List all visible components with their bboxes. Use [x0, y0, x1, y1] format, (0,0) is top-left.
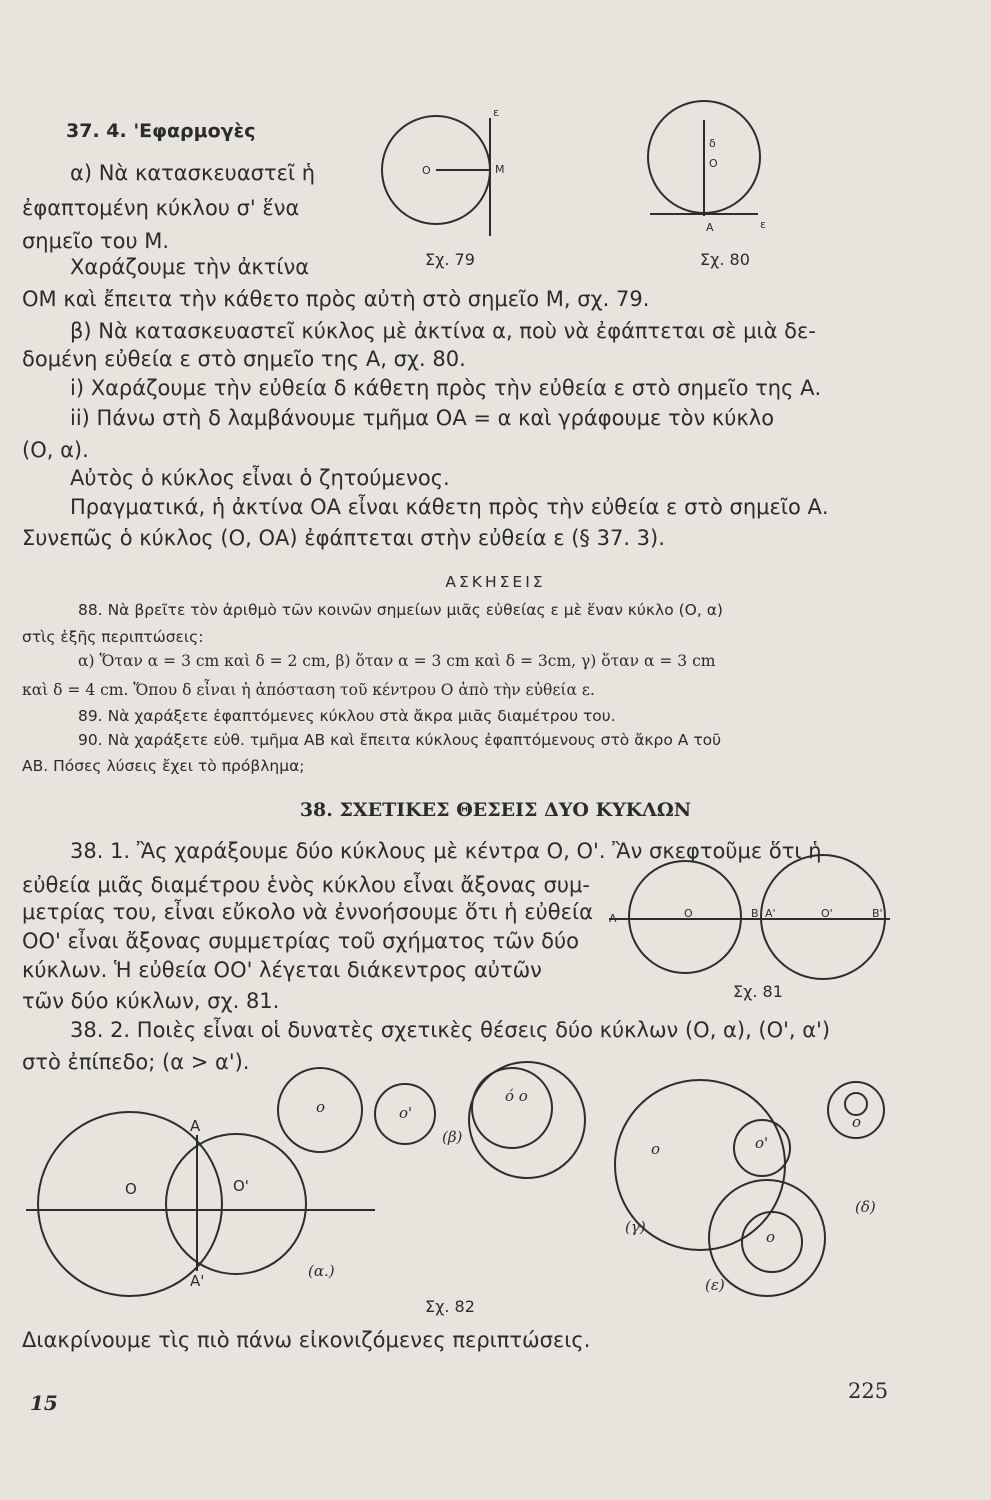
- fig81-label-o: Ο: [684, 907, 693, 920]
- fig80-label-o: Ο: [709, 157, 718, 170]
- signature-mark: 15: [30, 1391, 58, 1415]
- exercise-line: 89. Νὰ χαράξετε ἐφαπτόμενες κύκλου στὰ ἄκρα μιᾶς διαμέτρου του.: [78, 707, 616, 725]
- fig82-g-label-o: ο: [651, 1140, 661, 1158]
- fig79-label-m: Μ: [495, 163, 505, 176]
- fig80-caption: Σχ. 80: [700, 250, 750, 269]
- text-line: ΟΟ' εἶναι ἄξονας συμμετρίας τοῦ σχήματος τῶν δύο: [22, 929, 579, 953]
- exercise-line: καὶ δ = 4 cm. Ὅπου δ εἶναι ἡ ἀπόσταση τοῦ κέντρου Ο ἀπὸ τὴν εὐθεία ε.: [22, 681, 595, 699]
- fig81-label-b: Β: [751, 907, 759, 920]
- text-line: μετρίας του, εἶναι εὔκολο νὰ ἐννοήσουμε ὅτι ἡ εὐθεία: [22, 900, 593, 924]
- fig82-d-label-o: ο: [852, 1113, 862, 1131]
- fig81-label-b2: Β': [872, 907, 883, 920]
- fig82-label-o: Ο: [125, 1180, 137, 1198]
- fig82-tag-gamma: (γ): [625, 1218, 646, 1236]
- fig79-label-o: Ο: [422, 164, 431, 177]
- fig82-tag-eps: (ε): [705, 1276, 725, 1294]
- fig82-b-circle-large: [469, 1062, 585, 1178]
- text-line: β) Νὰ κατασκευαστεῖ κύκλος μὲ ἀκτίνα α, ποὺ νὰ ἐφάπτεται σὲ μιὰ δε-: [70, 319, 816, 343]
- text-line: ΟΜ καὶ ἔπειτα τὴν κάθετο πρὸς αὐτὴ στὸ σημεῖο Μ, σχ. 79.: [22, 287, 650, 311]
- fig79-caption: Σχ. 79: [425, 250, 475, 269]
- fig80-label-a: Α: [706, 221, 714, 234]
- fig82-caption: Σχ. 82: [425, 1297, 475, 1316]
- text-line: σημεῖο του Μ.: [22, 229, 170, 253]
- text-line: κύκλων. Ἡ εὐθεία ΟΟ' λέγεται διάκεντρος αὐτῶν: [22, 958, 542, 982]
- text-line: (Ο, α).: [22, 438, 89, 462]
- fig81-label-o2: Ο': [821, 907, 833, 920]
- exercises-title: ΑΣΚΗΣΕΙΣ: [445, 573, 546, 591]
- exercise-line: ΑΒ. Πόσες λύσεις ἔχει τὸ πρόβλημα;: [22, 757, 305, 775]
- fig82-label-o2: Ο': [233, 1177, 249, 1195]
- fig82-b-label-c: ό ο: [505, 1087, 528, 1105]
- fig82-a-circle-o: [38, 1112, 222, 1296]
- exercise-line: στὶς ἑξῆς περιπτώσεις:: [22, 628, 204, 646]
- section-heading-38: 38. ΣΧΕΤΙΚΕΣ ΘΕΣΕΙΣ ΔΥΟ ΚΥΚΛΩΝ: [299, 799, 692, 821]
- fig79-label-e: ε: [493, 106, 499, 119]
- section-heading-37-4: 37. 4. 'Εφαρμογὲς: [66, 120, 256, 142]
- figure-80: [640, 100, 760, 240]
- closing-line: Διακρίνουμε τὶς πιὸ πάνω εἰκονιζόμενες περιπτώσεις.: [22, 1328, 591, 1352]
- fig82-e-label-o: ο: [766, 1228, 776, 1246]
- text-line: Χαράζουμε τὴν ἀκτίνα: [70, 255, 310, 279]
- exercise-line: 90. Νὰ χαράξετε εὐθ. τμῆμα ΑΒ καὶ ἔπειτα κύκλους ἐφαπτόμενους στὸ ἄκρο Α τοῦ: [78, 731, 722, 749]
- figure-82: [0, 1060, 991, 1300]
- fig82-g-label-o2: ο': [755, 1134, 769, 1152]
- page-number: 225: [848, 1379, 889, 1403]
- text-line: Πραγματικά, ἡ ἀκτίνα ΟΑ εἶναι κάθετη πρὸς τὴν εὐθεία ε στὸ σημεῖο Α.: [70, 495, 829, 519]
- fig82-tag-delta: (δ): [855, 1198, 876, 1216]
- exercise-line: α) Ὅταν α = 3 cm καὶ δ = 2 cm, β) ὅταν α = 3 cm καὶ δ = 3cm, γ) ὅταν α = 3 cm: [78, 652, 716, 670]
- fig82-a-circle-o2: [166, 1134, 306, 1274]
- fig82-label-a2: Α': [190, 1272, 205, 1290]
- text-line: α) Νὰ κατασκευαστεῖ ἡ: [70, 161, 316, 185]
- text-line: ii) Πάνω στὴ δ λαμβάνουμε τμῆμα ΟΑ = α καὶ γράφουμε τὸν κύκλο: [70, 406, 775, 430]
- fig82-label-a: Α: [190, 1117, 201, 1135]
- text-line: 38. 1. Ἂς χαράξουμε δύο κύκλους μὲ κέντρα Ο, Ο'. Ἂν σκεφτοῦμε ὅτι ἡ: [70, 839, 822, 863]
- fig81-label-a2: Α': [765, 907, 776, 920]
- text-line: τῶν δύο κύκλων, σχ. 81.: [22, 989, 280, 1013]
- text-line: στὸ ἐπίπεδο; (α > α').: [22, 1050, 250, 1074]
- fig82-b-circle-small: [472, 1068, 552, 1148]
- figure-81: [605, 850, 895, 990]
- fig80-label-d: δ: [709, 137, 716, 150]
- text-line: ἐφαπτομένη κύκλου σ' ἕνα: [22, 196, 300, 220]
- text-line: εὐθεία μιᾶς διαμέτρου ἑνὸς κύκλου εἶναι ἄξονας συμ-: [22, 873, 590, 897]
- text-line: Συνεπῶς ὁ κύκλος (Ο, ΟΑ) ἐφάπτεται στὴν εὐθεία ε (§ 37. 3).: [22, 526, 665, 550]
- fig81-caption: Σχ. 81: [733, 982, 783, 1001]
- fig80-label-e: ε: [760, 218, 766, 231]
- text-line: 38. 2. Ποιὲς εἶναι οἱ δυνατὲς σχετικὲς θέσεις δύο κύκλων (Ο, α), (Ο', α'): [70, 1018, 831, 1042]
- text-line: i) Χαράζουμε τὴν εὐθεία δ κάθετη πρὸς τὴν εὐθεία ε στὸ σημεῖο της Α.: [70, 376, 822, 400]
- fig82-tag-beta: (β): [442, 1128, 463, 1146]
- text-line: Αὐτὸς ὁ κύκλος εἶναι ὁ ζητούμενος.: [70, 466, 450, 490]
- text-line: δομένη εὐθεία ε στὸ σημεῖο της Α, σχ. 80.: [22, 347, 466, 371]
- fig82-tag-alpha: (α.): [308, 1262, 335, 1280]
- fig82-b-label-o2: ο': [399, 1104, 413, 1122]
- fig82-d-inner: [845, 1093, 867, 1115]
- figure-79: [380, 108, 510, 248]
- fig82-b-label-o: ο: [316, 1098, 326, 1116]
- fig81-label-a: Α: [609, 912, 617, 925]
- exercise-line: 88. Νὰ βρεῖτε τὸν ἀριθμὸ τῶν κοινῶν σημείων μιᾶς εὐθείας ε μὲ ἕναν κύκλο (Ο, α): [78, 601, 723, 619]
